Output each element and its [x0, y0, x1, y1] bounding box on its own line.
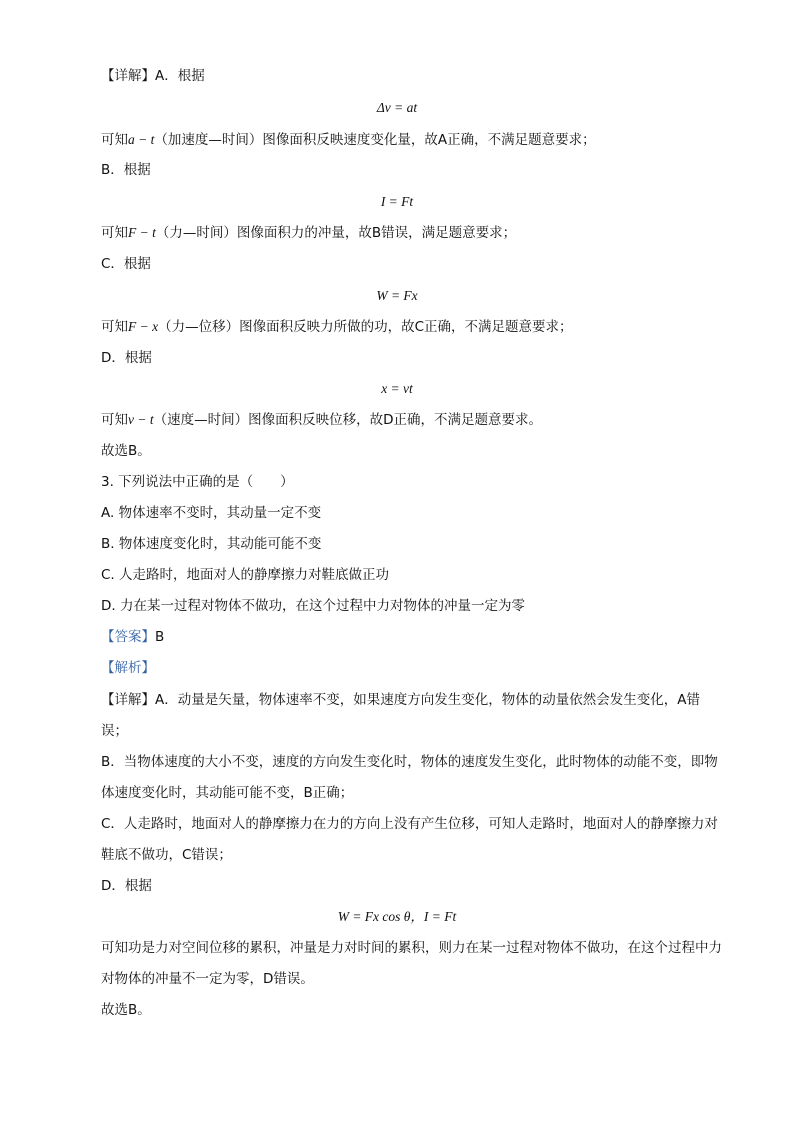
- text: （力—时间）图像面积力的冲量，故B错误，满足题意要求；: [155, 225, 517, 241]
- text-line: 体速度变化时，其动能可能不变，B正确；: [101, 785, 354, 801]
- detail-tag: 【详解】: [101, 692, 155, 708]
- answer: B: [155, 629, 165, 645]
- detail-line: [101, 690, 701, 710]
- analysis-tag: 【解析】: [101, 660, 155, 676]
- text-line: [101, 317, 701, 337]
- text: A．根据: [155, 68, 205, 84]
- math: F − x: [128, 319, 159, 334]
- text-line: 鞋底不做功，C错误；: [101, 847, 232, 863]
- text-line: [101, 130, 701, 150]
- text: 可知: [101, 319, 128, 335]
- option-a: A. 物体速率不变时，其动量一定不变: [101, 505, 322, 521]
- text-line: [101, 223, 701, 243]
- text-line: 可知功是力对空间位移的累积，冲量是力对时间的累积，则力在某一过程对物体不做功，在这个过程中力: [101, 940, 722, 956]
- text-line: 故选B。: [101, 1002, 151, 1018]
- option-c: C. 人走路时，地面对人的静摩擦力对鞋底做正功: [101, 567, 390, 583]
- option-b: B. 物体速度变化时，其动能可能不变: [101, 536, 322, 552]
- math: a − t: [128, 132, 155, 147]
- math: F − t: [128, 225, 156, 240]
- text-line: B．根据: [101, 162, 151, 178]
- text-line: C．人走路时，地面对人的静摩擦力在力的方向上没有产生位移，可知人走路时，地面对人的静摩擦力对: [101, 816, 718, 832]
- text-line: 故选B。: [101, 443, 151, 459]
- question-stem: 3. 下列说法中正确的是（ ）: [101, 474, 294, 490]
- option-d: D. 力在某一过程对物体不做功，在这个过程中力对物体的冲量一定为零: [101, 598, 525, 614]
- answer-tag: 【答案】: [101, 629, 155, 645]
- equation: W = Fx: [376, 288, 418, 303]
- detail-line: [101, 66, 701, 86]
- text-line: D．根据: [101, 350, 152, 366]
- text: 可知: [101, 412, 128, 428]
- text: 可知: [101, 225, 128, 241]
- answer-line: [101, 627, 701, 647]
- text: （加速度—时间）图像面积反映速度变化量，故A正确，不满足题意要求；: [154, 132, 596, 148]
- equation: Δv = at: [376, 100, 418, 115]
- text-line: C．根据: [101, 256, 151, 272]
- text: （速度—时间）图像面积反映位移，故D正确，不满足题意要求。: [153, 412, 543, 428]
- text-line: B．当物体速度的大小不变，速度的方向发生变化时，物体的速度发生变化，此时物体的动能不变，即物: [101, 754, 718, 770]
- detail-tag: 【详解】: [101, 68, 155, 84]
- text-line: [101, 410, 701, 430]
- text-line: 误；: [101, 723, 128, 739]
- text: A．动量是矢量，物体速率不变，如果速度方向发生变化，物体的动量依然会发生变化，A错: [155, 692, 700, 708]
- text: （力—位移）图像面积反映力所做的功，故C正确，不满足题意要求；: [158, 319, 573, 335]
- math: v − t: [128, 412, 154, 427]
- text-line: D．根据: [101, 878, 152, 894]
- text: 可知: [101, 132, 128, 148]
- text-line: 对物体的冲量不一定为零，D错误。: [101, 971, 314, 987]
- equation: I = Ft: [380, 194, 414, 209]
- equation: x = vt: [381, 381, 413, 396]
- equation: W = Fx cos θ，I = Ft: [337, 909, 457, 924]
